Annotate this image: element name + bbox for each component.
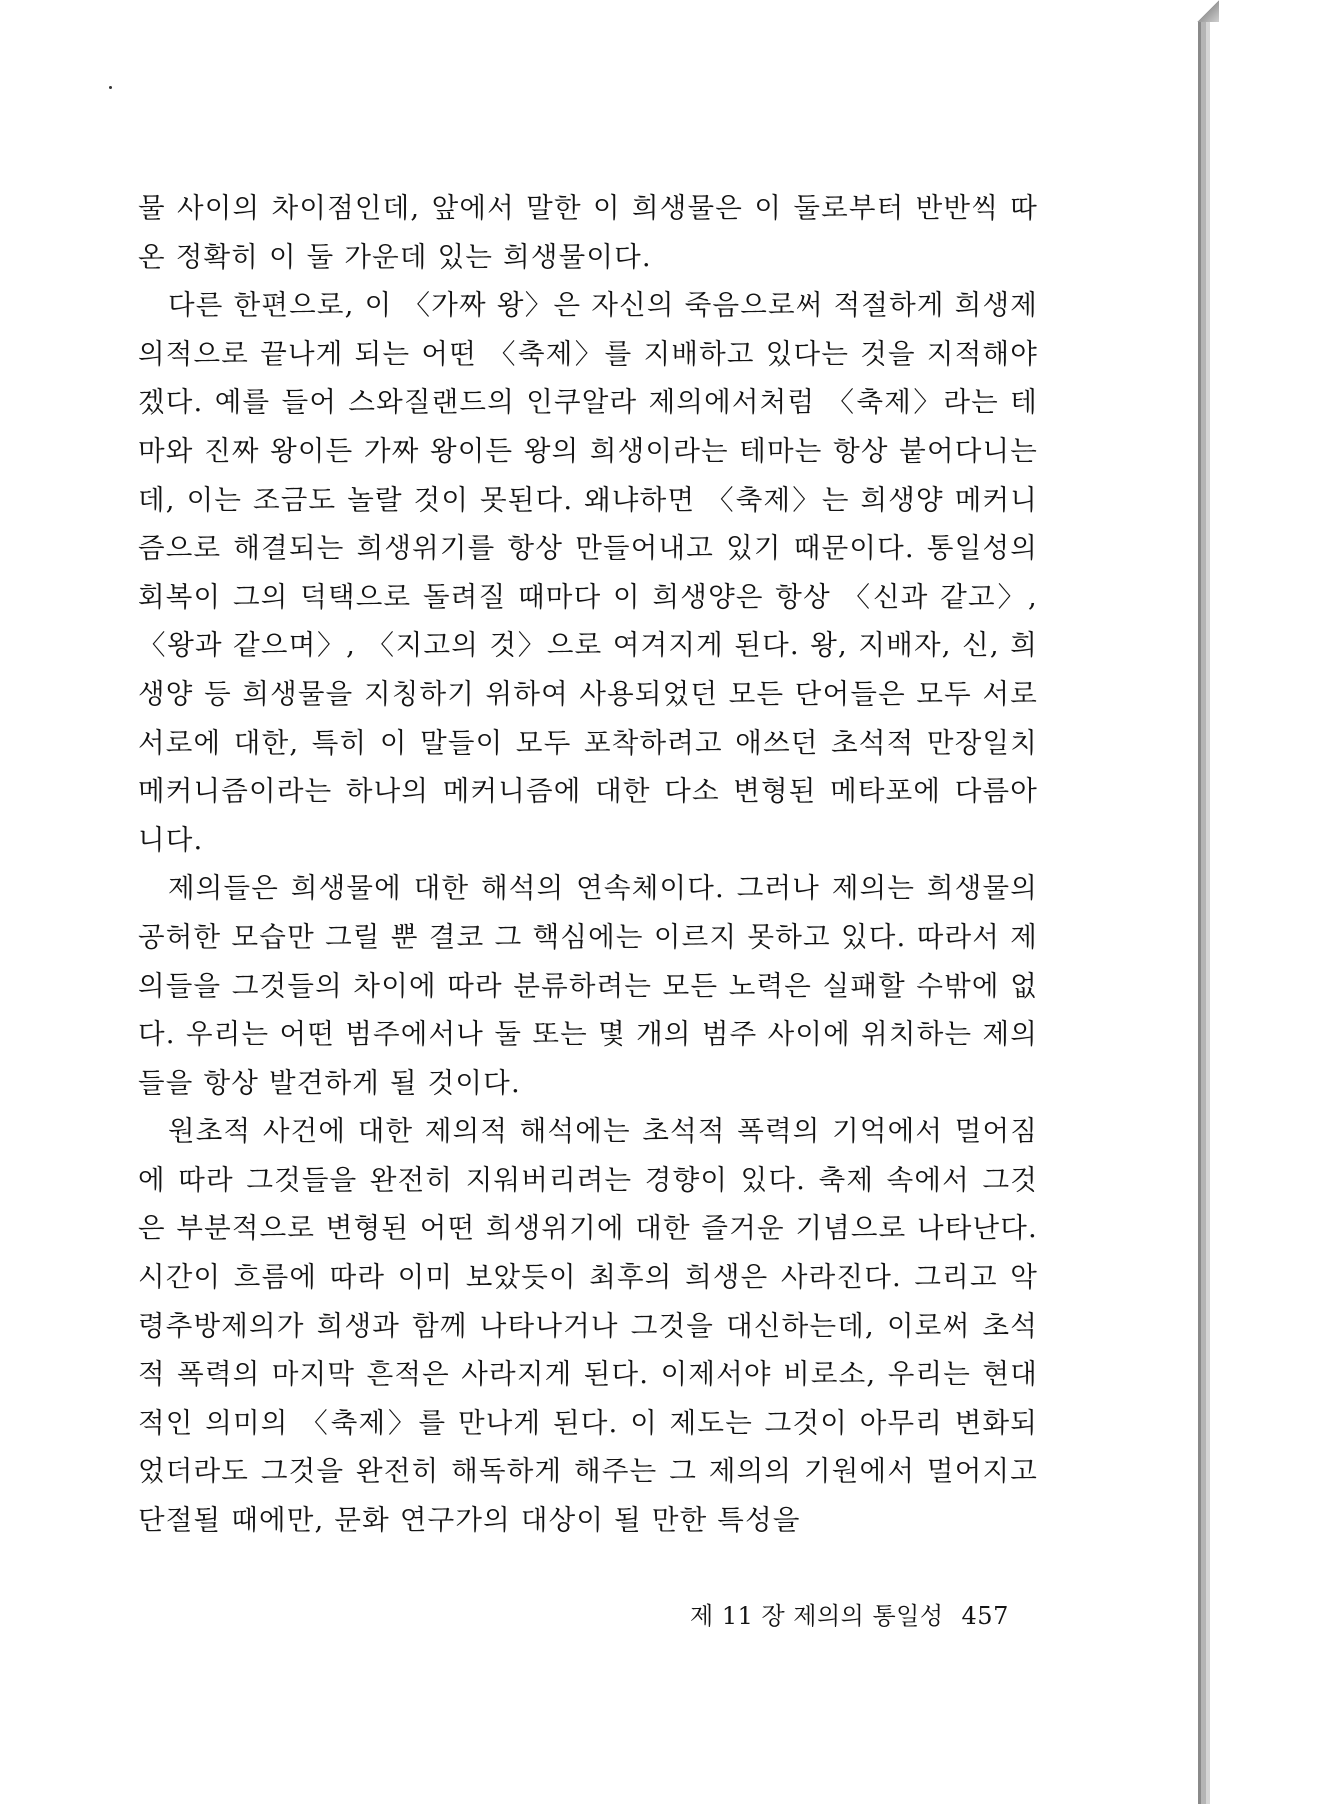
paragraph-2: 다른 한편으로, 이 〈가짜 왕〉은 자신의 죽음으로써 적절하게 희생제의적으로 끝나게 되는 어떤 〈축제〉를 지배하고 있다는 것을 지적해야겠다. 예를 들어 스와질랜드의 인쿠알라 제의에서처럼 〈축제〉라는 테마와 진짜 왕이든 가짜 왕이든 왕의 희생이라는 테마는 항상 붙어다니는데, 이는 조금도 놀랄 것이 못된다. 왜냐하면 〈축제〉는 희생양 메커니즘으로 해결되는 희생위기를 항상 만들어내고 있기 때문이다. 통일성의 회복이 그의 덕택으로 돌려질 때마다 이 희생양은 항상 〈신과 같고〉, 〈왕과 같으며〉, 〈지고의 것〉으로 여겨지게 된다. 왕, 지배자, 신, 희생양 등 희생물을 지칭하기 위하여 사용되었던 모든 단어들은 모두 서로서로에 대한, 특히 이 말들이 모두 포착하려고 애쓰던 초석적 만장일치 메커니즘이라는 하나의 메커니즘에 대한 다소 변형된 메타포에 다름아니다. (138, 289, 1038, 856)
paragraph-4: 원초적 사건에 대한 제의적 해석에는 초석적 폭력의 기억에서 멀어짐에 따라 그것들을 완전히 지워버리려는 경향이 있다. 축제 속에서 그것은 부분적으로 변형된 어떤 희생위기에 대한 즐거운 기념으로 나타난다. 시간이 흐름에 따라 이미 보았듯이 최후의 희생은 사라진다. 그리고 악령추방제의가 희생과 함께 나타나거나 그것을 대신하는데, 이로써 초석적 폭력의 마지막 흔적은 사라지게 된다. 이제서야 비로소, 우리는 현대적인 의미의 〈축제〉를 만나게 된다. 이 제도는 그것이 아무리 변화되었더라도 그것을 완전히 해독하게 해주는 그 제의의 기원에서 멀어지고 단절될 때에만, 문화 연구가의 대상이 될 만한 특성을 (138, 1115, 1038, 1537)
paragraph-3: 제의들은 희생물에 대한 해석의 연속체이다. 그러나 제의는 희생물의 공허한 모습만 그릴 뿐 결코 그 핵심에는 이르지 못하고 있다. 따라서 제의들을 그것들의 차이에 따라 분류하려는 모든 노력은 실패할 수밖에 없다. 우리는 어떤 범주에서나 둘 또는 몇 개의 범주 사이에 위치하는 제의들을 항상 발견하게 될 것이다. (138, 872, 1038, 1099)
running-footer (690, 1596, 1009, 1631)
page-number: 457 (961, 1602, 1009, 1630)
paragraph-1: 물 사이의 차이점인데, 앞에서 말한 이 희생물은 이 둘로부터 반반씩 따온 정확히 이 둘 가운데 있는 희생물이다. (138, 192, 1038, 273)
body-text (138, 184, 1038, 1545)
scan-speck (109, 86, 112, 89)
chapter-title: 제 11 장 제의의 통일성 (690, 1602, 944, 1630)
page-curl (1197, 0, 1219, 22)
